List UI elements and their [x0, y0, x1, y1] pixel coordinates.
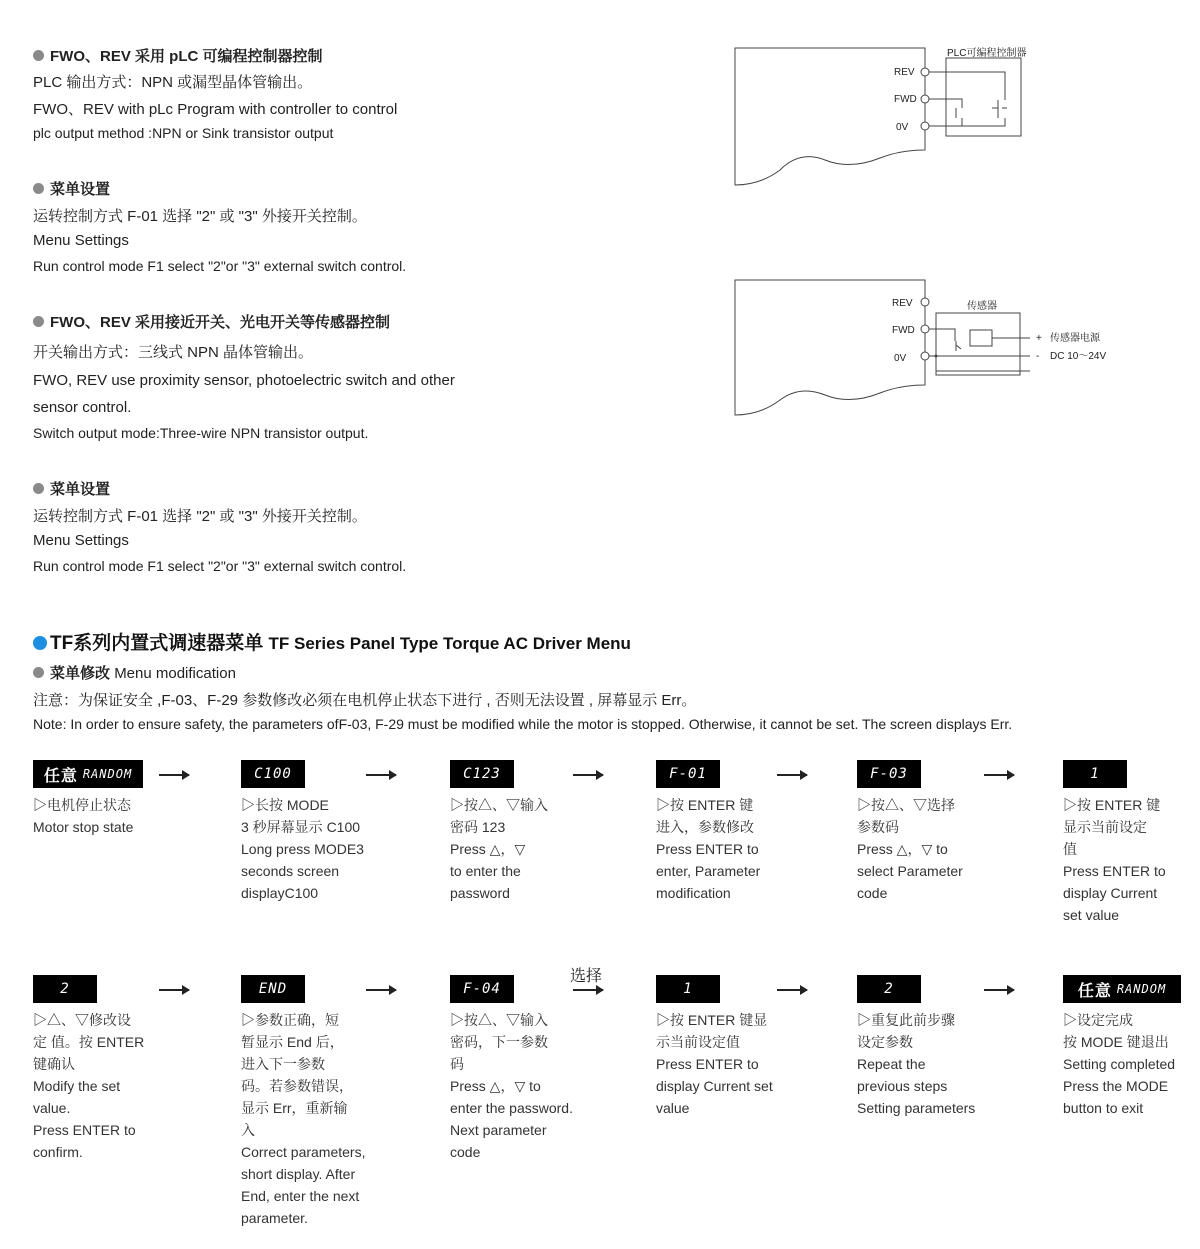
bullet-icon [33, 483, 44, 494]
section2-line: 开关输出方式：三线式 NPN 晶体管输出。 [33, 344, 314, 361]
section1-title: FWO、REV 采用 pLC 可编程控制器控制 [33, 45, 323, 66]
step-description: ▷设定完成 按 MODE 键退出 Setting completed Press the MODE button to exit [1063, 1012, 1176, 1116]
terminal-label: FWD [892, 325, 915, 336]
tf-title: TF系列内置式调速器菜单 TF Series Panel Type Torque AC Driver Menu [33, 628, 631, 655]
arrow-right-icon [573, 989, 603, 991]
step-description: ▷按△、▽选择 参数码 Press △，▽ to select Parameter code [857, 797, 963, 901]
plus-label: + [1036, 333, 1042, 344]
step-description: ▷重复此前步骤 设定参数 Repeat the previous steps Setting parameters [857, 1012, 976, 1116]
arrow-right-icon [777, 774, 807, 776]
section1-line: plc output method :NPN or Sink transistor output [33, 125, 334, 141]
menu1-line: Run control mode F1 select "2"or "3" external switch control. [33, 258, 407, 274]
tf-subtitle: 菜单修改 Menu modification [33, 662, 236, 683]
step-description: ▷长按 MODE 3 秒屏幕显示 C100 Long press MODE3 seconds screen displayC100 [241, 797, 364, 901]
display-screen: F-01 [656, 760, 720, 788]
section2-title: FWO、REV 采用接近开关、光电开关等传感器控制 [33, 311, 390, 332]
step-description: ▷参数正确，短 暂显示 End 后， 进入下一参数 码。若参数错误， 显示 Err，重新输 入 Correct parameters, short display. After End, enter the next parameter. [241, 1012, 366, 1226]
bullet-icon [33, 667, 44, 678]
step-description: ▷电机停止状态 Motor stop state [33, 797, 134, 835]
arrow-right-icon [777, 989, 807, 991]
menu2-line: 运转控制方式 F-01 选择 "2" 或 "3" 外接开关控制。 [33, 508, 367, 525]
section2-line: FWO, REV use proximity sensor, photoelectric switch and other [33, 372, 455, 389]
power-label: 传感器电源 [1050, 333, 1100, 344]
menu2-title: 菜单设置 [33, 478, 110, 499]
display-screen: END [241, 975, 305, 1003]
terminal-label: 0V [896, 122, 909, 133]
minus-label: - [1036, 351, 1040, 362]
bullet-icon [33, 316, 44, 327]
display-screen: F-03 [857, 760, 921, 788]
section2-line: Switch output mode:Three-wire NPN transistor output. [33, 425, 369, 441]
menu2-line: Menu Settings [33, 532, 129, 549]
step-description: ▷按 ENTER 键显 示当前设定值 Press ENTER to display Current set value [656, 1012, 773, 1116]
display-screen: 任意 RANDOM [1063, 975, 1181, 1003]
menu2-line: Run control mode F1 select "2"or "3" external switch control. [33, 558, 407, 574]
terminal-label: FWD [894, 94, 917, 105]
display-screen: 2 [33, 975, 97, 1003]
terminal-label: REV [892, 298, 913, 309]
display-screen: 2 [857, 975, 921, 1003]
sensor-wiring-diagram [730, 275, 1130, 420]
tf-note-cn: 注意：为保证安全 ,F-03、F-29 参数修改必须在电机停止状态下进行 , 否则无法设置 , 屏幕显示 Err。 [33, 692, 697, 709]
section2-line: sensor control. [33, 399, 132, 416]
arrow-right-icon [984, 989, 1014, 991]
display-screen: 1 [1063, 760, 1127, 788]
terminal-label: 0V [894, 353, 907, 364]
menu1-title: 菜单设置 [33, 178, 110, 199]
select-label: 选择 [570, 968, 603, 985]
display-screen: F-04 [450, 975, 514, 1003]
tf-note-en: Note: In order to ensure safety, the parameters ofF-03, F-29 must be modified while the motor is stopped. Otherwise, it cannot be set. The screen displays Err. [33, 716, 1013, 732]
sensor-title: 传感器 [967, 301, 997, 312]
arrow-right-icon [366, 774, 396, 776]
step-description: ▷按△、▽输入 密码 123 Press △，▽ to enter the password [450, 797, 548, 901]
bullet-icon [33, 50, 44, 61]
arrow-right-icon [984, 774, 1014, 776]
plc-title: PLC可编程控制器 [947, 48, 1027, 59]
terminal-label: REV [894, 67, 915, 78]
step-description: ▷按 ENTER 键 显示当前设定 值 Press ENTER to display Current set value [1063, 797, 1166, 923]
display-screen: C100 [241, 760, 305, 788]
arrow-right-icon [366, 989, 396, 991]
step-description: ▷按△、▽输入 密码，下一参数 码 Press △，▽ to enter the password. Next parameter code [450, 1012, 573, 1160]
section1-line: PLC 输出方式：NPN 或漏型晶体管输出。 [33, 74, 313, 91]
display-screen: 1 [656, 975, 720, 1003]
section1-line: FWO、REV with pLc Program with controller to control [33, 101, 398, 118]
arrow-right-icon [159, 989, 189, 991]
display-screen: 任意 RANDOM [33, 760, 143, 788]
plc-wiring-diagram [730, 40, 1030, 190]
power-range: DC 10～24V [1050, 351, 1107, 362]
bullet-icon [33, 636, 47, 650]
menu1-line: 运转控制方式 F-01 选择 "2" 或 "3" 外接开关控制。 [33, 208, 367, 225]
bullet-icon [33, 183, 44, 194]
menu1-line: Menu Settings [33, 232, 129, 249]
arrow-right-icon [573, 774, 603, 776]
step-description: ▷按 ENTER 键 进入，参数修改 Press ENTER to enter, Parameter modification [656, 797, 761, 901]
arrow-right-icon [159, 774, 189, 776]
display-screen: C123 [450, 760, 514, 788]
step-description: ▷△、▽修改设 定 值。按 ENTER 键确认 Modify the set value. Press ENTER to confirm. [33, 1012, 145, 1160]
